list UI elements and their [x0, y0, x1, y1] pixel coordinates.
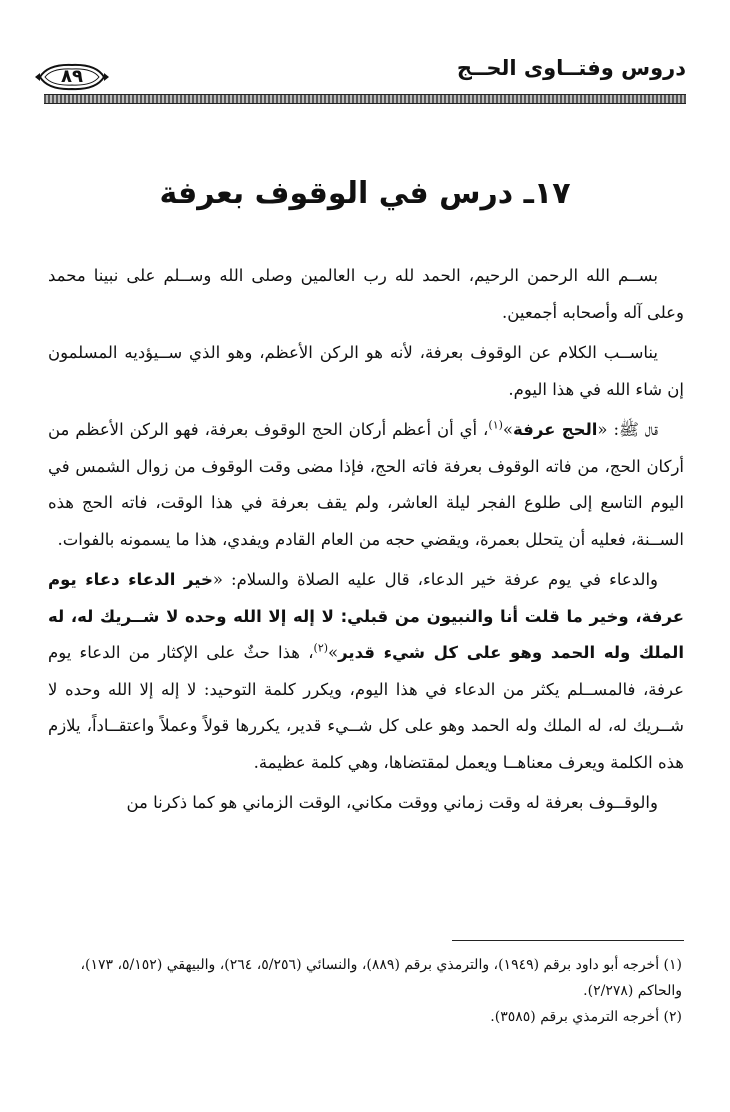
paragraph-3	[48, 412, 684, 558]
paragraph-4	[48, 562, 684, 781]
body-text	[48, 258, 684, 826]
page-number-ornament	[34, 62, 110, 92]
footnote-2: (٢) أخرجه الترمذي برقم (٣٥٨٥).	[490, 1009, 682, 1025]
paragraph-3-rest: ، أي أن أعظم أركان الحج الوقوف بعرفة، فهو الركن الأعظم من أركان الحج، من فاته الوقوف بعرفة فاته الحج، فإذا مضى وقت الوقوف من زوال الشمس في اليوم التاسع إلى طلوع الفجر ليلة العاشر، ولم يقف بعرفة في هذا الوقت، فاته الحج هذه الســنة، فعليه أن يتحلل بعمرة، ويقضي حجه من العام القادم ويفدي، هذا ما يسمونه بالفوات.	[48, 420, 684, 549]
paragraph-5: والوقــوف بعرفة له وقت زماني ووقت مكاني، الوقت الزماني هو كما ذكرنا من	[126, 793, 658, 812]
hadith-text: الحج عرفة	[513, 420, 598, 439]
page-number: ٨٩	[61, 66, 83, 87]
paragraph-4-rest: ، هذا حثٌ على الإكثار من الدعاء يوم عرفة، فالمســلم يكثر من الدعاء في هذا اليوم، ويكرر كلمة التوحيد: لا إله إلا الله وحده لا شــريك له، له الملك وله الحمد وهو على كل شــيء قدير، يكررها قولاً وعملاً واعتقــاداً، يلازم هذه الكلمة ويعرف معناهــا ويعمل لمقتضاها، وهي كلمة عظيمة.	[48, 643, 684, 772]
hadith-text: خير الدعاء دعاء يوم عرفة، وخير ما قلت أنا والنبيون من قبلي: لا إله إلا الله وحده لا شــريك له، له الملك وله الحمد وهو على كل شيء قدير	[48, 570, 685, 662]
hadith-close: »	[502, 420, 514, 439]
footnote-ref-2: (٢)	[313, 641, 329, 655]
hadith-close: »	[328, 643, 339, 662]
chapter-title: ١٧ـ درس في الوقوف بعرفة	[159, 176, 571, 211]
paragraph-2: يناســب الكلام عن الوقوف بعرفة، لأنه هو الركن الأعظم، وهو الذي ســيؤديه المسلمون إن شاء الله في هذا اليوم.	[48, 343, 684, 399]
footnotes	[48, 952, 682, 1030]
footnote-ref-1: (١)	[488, 418, 503, 432]
running-title: دروس وفتــاوى الحــج	[456, 56, 686, 80]
hadith-intro: قال ﷺ: «	[597, 420, 658, 439]
hadith-intro: والدعاء في يوم عرفة خير الدعاء، قال عليه الصلاة والسلام: «	[212, 570, 658, 589]
footnote-rule	[452, 940, 684, 941]
paragraph-1: بســم الله الرحمن الرحيم، الحمد لله رب العالمين وصلى الله وســلم على نبينا محمد وعلى آله وأصحابه أجمعين.	[48, 266, 684, 322]
footnote-1: (١) أخرجه أبو داود برقم (١٩٤٩)، والترمذي برقم (٨٨٩)، والنسائي (٥/٢٥٦، ٢٦٤)، والبيهقي (٥/١٥٢، ١٧٣)، والحاكم (٢/٢٧٨).	[80, 957, 682, 999]
header-rule	[44, 94, 686, 104]
